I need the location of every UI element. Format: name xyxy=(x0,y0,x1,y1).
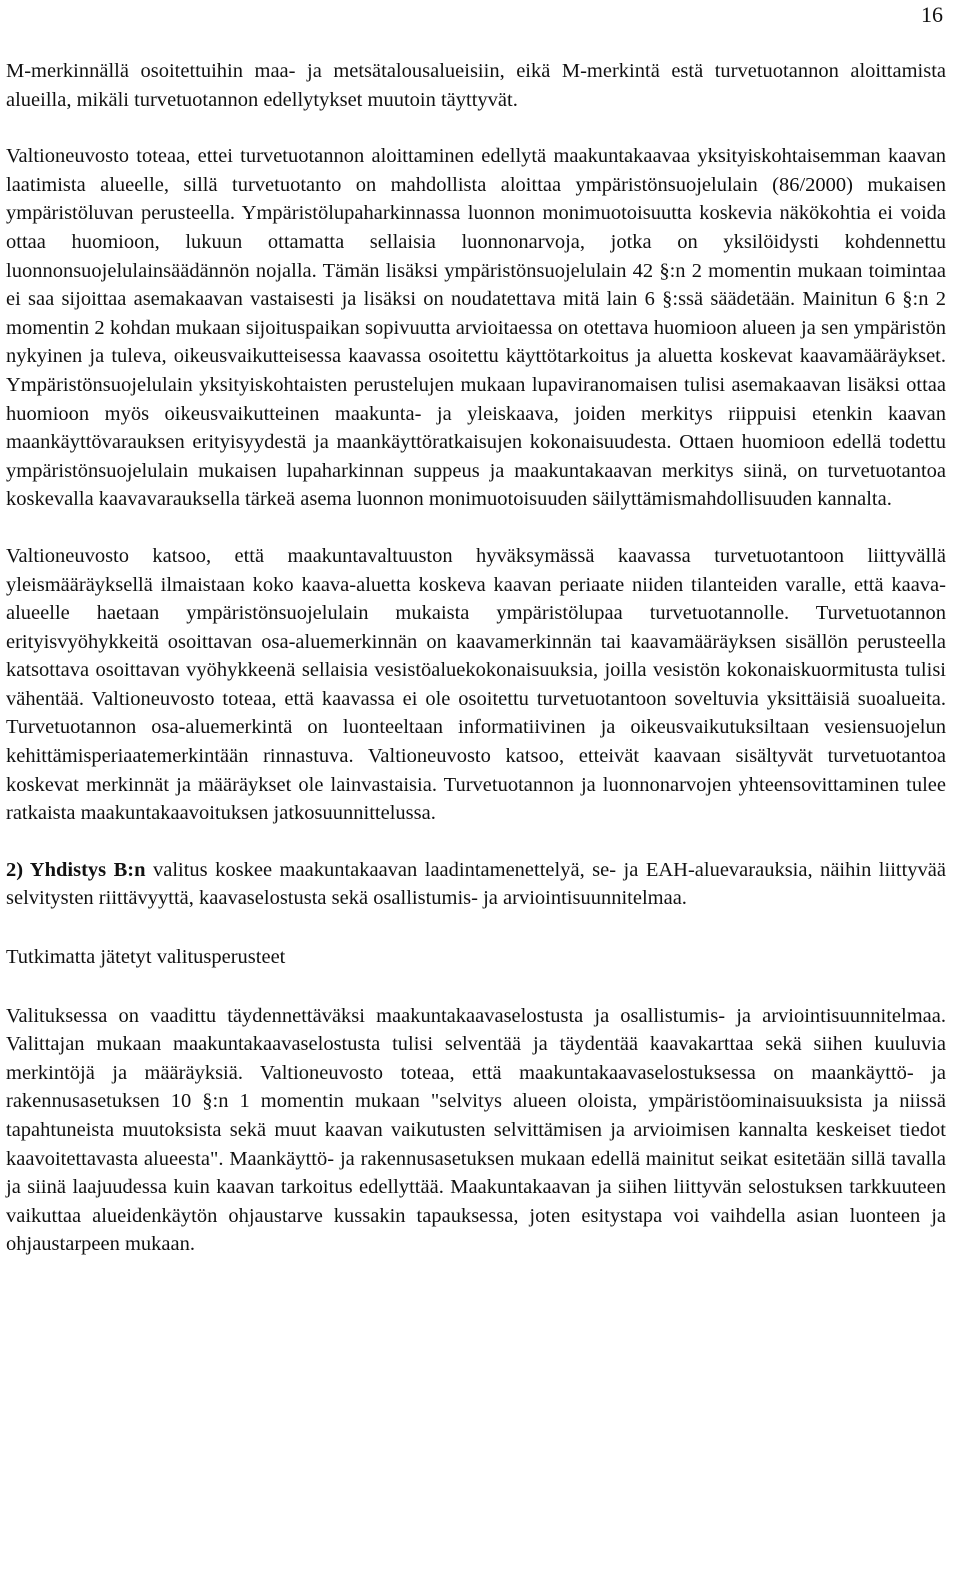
paragraph-5: Valituksessa on vaadittu täydennettäväksi maakuntakaavaselostusta ja osallistumis- ja arviointisuunnitelmaa. Valittajan mukaan maakuntakaavaselostusta tulisi selventää ja täydentää kaavakarttaa sekä siihen kuuluvia merkintöjä ja määräyksiä. Valtioneuvosto toteaa, että maakuntakaavaselostuksessa on maankäyttö- ja rakennusasetuksen 10 §:n 1 momentin mukaan "selvitys alueen oloista, ympäristöominaisuuksista ja niissä tapahtuneista muutoksista sekä muut kaavan vaikutusten selvittämisen ja arvioimisen kannalta keskeiset tiedot kaavoitettavasta alueesta". Maankäyttö- ja rakennusasetuksen mukaan edellä mainitut seikat esitetään sillä tavalla ja siinä laajuudessa kuin kaavan tarkoitus edellyttää. Maakuntakaavan ja siihen liittyvän selostuksen tarkkuuteen vaikuttaa alueidenkäytön ohjaustarve kussakin tapauksessa, joten esitystapa voi vaihdella asian luonteen ja ohjaustarpeen mukaan. xyxy=(6,1004,946,1256)
document-body xyxy=(6,57,946,1259)
paragraph-4 xyxy=(6,856,946,913)
paragraph-2: Valtioneuvosto toteaa, ettei turvetuotannon aloittaminen edellytä maakuntakaavaa yksityiskohtaisemman kaavan laatimista alueelle, sillä turvetuotanto on mahdollista aloittaa ympäristönsuojelulain (86/2000) mukaisen ympäristöluvan perusteella. Ympäristölupaharkinnassa luonnon monimuotoisuutta koskevia näkökohtia ei voida ottaa huomioon, lukuun ottamatta sellaisia luonnonarvoja, jotka on yksilöidysti kohdennettu luonnonsuojelulainsäädännön nojalla. Tämän lisäksi ympäristönsuojelulain 42 §:n 2 momentin mukaan toimintaa ei saa sijoittaa asemakaavan vastaisesti ja lisäksi on noudatettava mitä lain 6 §:ssä säädetään. Mainitun 6 §:n 2 momentin 2 kohdan mukaan sijoituspaikan sopivuutta arvioitaessa on otettava huomioon alueen ja sen ympäristön nykyinen ja tuleva, oikeusvaikutteisessa kaavassa osoitettu käyttötarkoitus ja aluetta koskevat kaavamääräykset. Ympäristönsuojelulain yksityiskohtaisten perustelujen mukaan lupaviranomaisen tulisi asemakaavan lisäksi ottaa huomioon myös oikeusvaikutteinen maakunta- ja yleiskaava, joiden merkitys riippuisi etenkin kaavan maankäyttövarauksen erityisyydestä ja maankäyttöratkaisujen kokonaisuudesta. Ottaen huomioon edellä todettu ympäristönsuojelulain mukaisen lupaharkinnan suppeus ja maakuntakaavan merkitys siinä, on turvetuotantoa koskevalla kaavavarauksella tärkeä asema luonnon monimuotoisuuden säilyttämismahdollisuuden kannalta. xyxy=(6,145,946,511)
section-heading: Tutkimatta jätetyt valitusperusteet xyxy=(6,946,286,969)
paragraph-1: M-merkinnällä osoitettuihin maa- ja metsätalousalueisiin, eikä M-merkintä estä turvetuotannon aloittamista alueilla, mikäli turvetuotannon edellytykset muutoin täyttyvät. xyxy=(6,60,946,111)
page-number: 16 xyxy=(921,2,943,27)
paragraph-4-text: valitus koskee maakuntakaavan laadintamenettelyä, se- ja EAH-aluevarauksia, näihin liittyvää selvitysten riittävyyttä, kaavaselostusta sekä osallistumis- ja arviointisuunnitelmaa. xyxy=(6,858,946,910)
paragraph-3: Valtioneuvosto katsoo, että maakuntavaltuuston hyväksymässä kaavassa turvetuotantoon liittyvällä yleismääräyksellä ilmaistaan koko kaava-aluetta koskeva kaavan periaate niiden tilanteiden varalle, että kaava-alueelle haetaan ympäristönsuojelulain mukaista ympäristölupaa turvetuotannolle. Turvetuotannon erityisvyöhykkeitä osoittavan osa-aluemerkinnän on kaavamerkinnän tai kaavamääräyksen sisällön perusteella katsottava osoittavan vyöhykkeenä sellaisia vesistöaluekokonaisuuksia, joilla vesistön kokonaiskuormitusta tulisi vähentää. Valtioneuvosto toteaa, että kaavassa ei ole osoitettu turvetuotantoon soveltuvia yksittäisiä suoalueita. Turvetuotannon osa-aluemerkintä on luonteeltaan informatiivinen ja oikeusvaikutuksiltaan vesiensuojelun kehittämisperiaatemerkintään rinnastuva. Valtioneuvosto katsoo, etteivät kaavaan sisältyvät turvetuotantoa koskevat merkinnät ja määräykset ole lainvastaisia. Turvetuotannon ja luonnonarvojen yhteensovittaminen tulee ratkaista maakuntakaavoituksen jatkosuunnittelussa. xyxy=(6,544,946,825)
appellant-label: 2) Yhdistys B:n xyxy=(6,858,146,881)
